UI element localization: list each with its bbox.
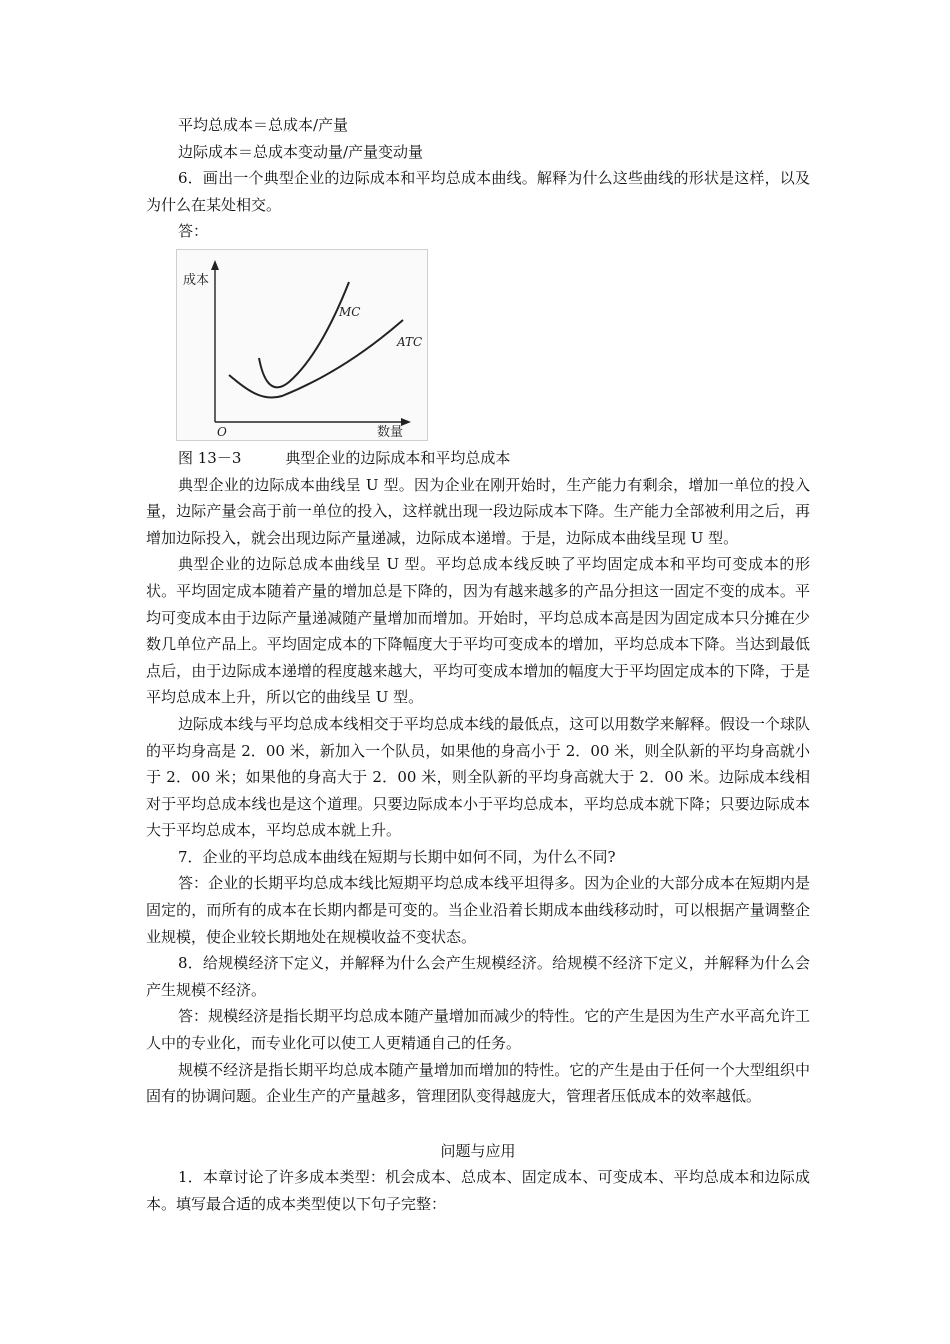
paragraph-mc-u-shape: 典型企业的边际成本曲线呈 U 型。因为企业在刚开始时，生产能力有剩余，增加一单位的投入量，边际产量会高于前一单位的投入，这样就出现一段边际成本下降。生产能力全部被利用之后，再增加边际投入，就会出现边际产量递减，边际成本递增。于是，边际成本曲线呈现 U 型。	[146, 475, 810, 547]
section-title: 问题与应用	[440, 1141, 516, 1160]
question-6: 6．画出一个典型企业的边际成本和平均总成本曲线。解释为什么这些曲线的形状是这样，以及为什么在某处相交。	[146, 169, 810, 214]
question-7: 7．企业的平均总成本曲线在短期与长期中如何不同，为什么不同?	[178, 847, 616, 866]
question-8: 8．给规模经济下定义，并解释为什么会产生规模经济。给规模不经济下定义，并解释为什么会产生规模不经济。	[146, 954, 810, 999]
paragraph-intersection: 边际成本线与平均总成本线相交于平均总成本线的最低点，这可以用数学来解释。假设一个球队的平均身高是 2．00 米，新加入一个队员，如果他的身高小于 2．00 米，则全队新的平均身高就小于 2．00 米；如果他的身高大于 2．00 米，则全队新的平均身高就大于 2．00 米。边际成本线相对于平均总成本线也是这个道理。只要边际成本小于平均总成本，平均总成本就下降；只要边际成本大于平均总成本，平均总成本就上升。	[146, 714, 810, 840]
answer-8-economies: 答：规模经济是指长期平均总成本随产量增加而减少的特性。它的产生是因为生产水平高允许工人中的专业化，而专业化可以使工人更精通自己的任务。	[146, 1007, 810, 1053]
atc-curve	[229, 320, 403, 398]
caption-number: 图 13－3	[178, 448, 242, 467]
cost-curves-figure	[176, 249, 428, 441]
problem-1: 1．本章讨论了许多成本类型：机会成本、总成本、固定成本、可变成本、平均总成本和边际成本。填写最合适的成本类型使以下句子完整：	[146, 1168, 810, 1213]
y-axis-label: 成本	[183, 272, 210, 288]
caption-title: 典型企业的边际成本和平均总成本	[285, 448, 511, 467]
document-page	[146, 112, 810, 1218]
mc-curve	[259, 282, 349, 387]
y-axis-arrow	[211, 260, 219, 270]
paragraph-atc-u-shape: 典型企业的边际总成本曲线呈 U 型。平均总成本线反映了平均固定成本和平均可变成本的形状。平均固定成本随着产量的增加总是下降的，因为有越来越多的产品分担这一固定不变的成本。平均可变成本由于边际产量递减随产量增加而增加。开始时，平均总成本高是因为固定成本只分摊在少数几单位产品上。平均固定成本的下降幅度大于平均可变成本的增加，平均总成本下降。当达到最低点后，由于边际成本递增的程度越来越大，平均可变成本增加的幅度大于平均固定成本的下降，于是平均总成本上升，所以它的曲线呈 U 型。	[146, 555, 810, 707]
atc-label: ATC	[397, 334, 423, 349]
cost-curves-svg	[177, 250, 427, 440]
mc-label: MC	[339, 304, 361, 319]
figure-caption	[178, 445, 810, 472]
answer-7: 答：企业的长期平均总成本线比短期平均总成本线平坦得多。因为企业的大部分成本在短期内是固定的，而所有的成本在长期内都是可变的。当企业沿着长期成本曲线移动时，可以根据产量调整企业规模，使企业较长期地处在规模收益不变状态。	[146, 874, 810, 946]
formula-mc: 边际成本＝总成本变动量/产量变动量	[178, 142, 424, 161]
origin-label: O	[217, 424, 227, 439]
x-axis-label: 数量	[377, 424, 404, 440]
answer-label: 答：	[178, 222, 209, 241]
answer-8-diseconomies: 规模不经济是指长期平均总成本随产量增加而增加的特性。它的产生是由于任何一个大型组织中固有的协调问题。企业生产的产量越多，管理团队变得越庞大，管理者压低成本的效率越低。	[146, 1060, 810, 1106]
formula-atc: 平均总成本＝总成本/产量	[178, 116, 349, 134]
